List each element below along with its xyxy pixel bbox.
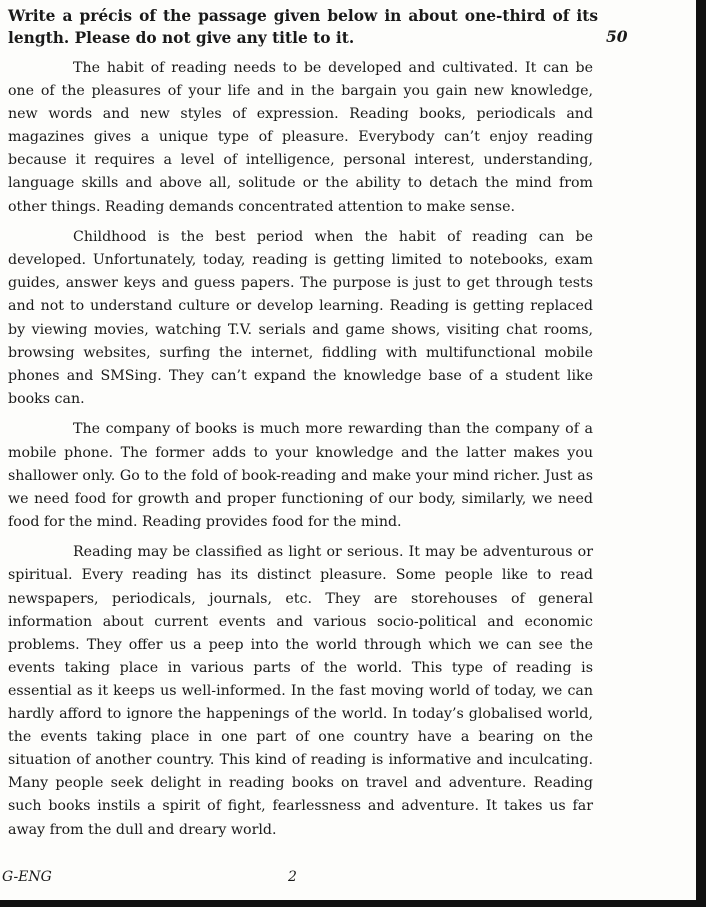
passage-paragraph-3: The company of books is much more rewarding than the company of a mobile phone. The former adds to your knowledge and the latter makes you shallower only. Go to the fold of book-reading and make your mind richer. Just as we need food for growth and proper functioning of our body, similarly, we need food for the mind. Reading provides food for the mind. — [8, 421, 593, 530]
paper-code: G-ENG — [2, 869, 52, 885]
passage — [8, 57, 593, 849]
question-instruction: Write a précis of the passage given below in about one-third of its length. Please do not give any title to it. — [8, 7, 598, 47]
passage-paragraph-1: The habit of reading needs to be developed and cultivated. It can be one of the pleasures of your life and in the bargain you gain new knowledge, new words and new styles of expression. Reading books, periodicals and magazines gives a unique type of pleasure. Everybody can’t enjoy reading because it requires a level of intelligence, personal interest, understanding, language skills and above all, solitude or the ability to detach the mind from other things. Reading demands concentrated attention to make sense. — [8, 60, 593, 215]
scan-edge-right — [696, 0, 706, 907]
passage-paragraph-4: Reading may be classified as light or serious. It may be adventurous or spiritual. Every reading has its distinct pleasure. Some people like to read newspapers, periodicals, journals, etc. They are storehouses of general information about current events and various socio-political and economic problems. They offer us a peep into the world through which we can see the events taking place in various parts of the world. This type of reading is essential as it keeps us well-informed. In the fast moving world of today, we can hardly afford to ignore the happenings of the world. In today’s globalised world, the events taking place in one part of one country have a bearing on the situation of another country. This kind of reading is informative and inculcating. Many people seek delight in reading books on travel and adventure. Reading such books instils a spirit of fight, fearlessness and adventure. It takes us far away from the dull and dreary world. — [8, 544, 593, 838]
passage-paragraph-2: Childhood is the best period when the habit of reading can be developed. Unfortunately, today, reading is getting limited to notebooks, exam guides, answer keys and guess papers. The purpose is just to get through tests and not to understand culture or develop learning. Reading is getting replaced by viewing movies, watching T.V. serials and game shows, visiting chat rooms, browsing websites, surfing the internet, fiddling with multifunctional mobile phones and SMSing. They can’t expand the knowledge base of a student like books can. — [8, 229, 593, 407]
page-number: 2 — [288, 869, 297, 885]
question-marks: 50 — [606, 27, 628, 46]
scan-edge-bottom — [0, 900, 706, 907]
